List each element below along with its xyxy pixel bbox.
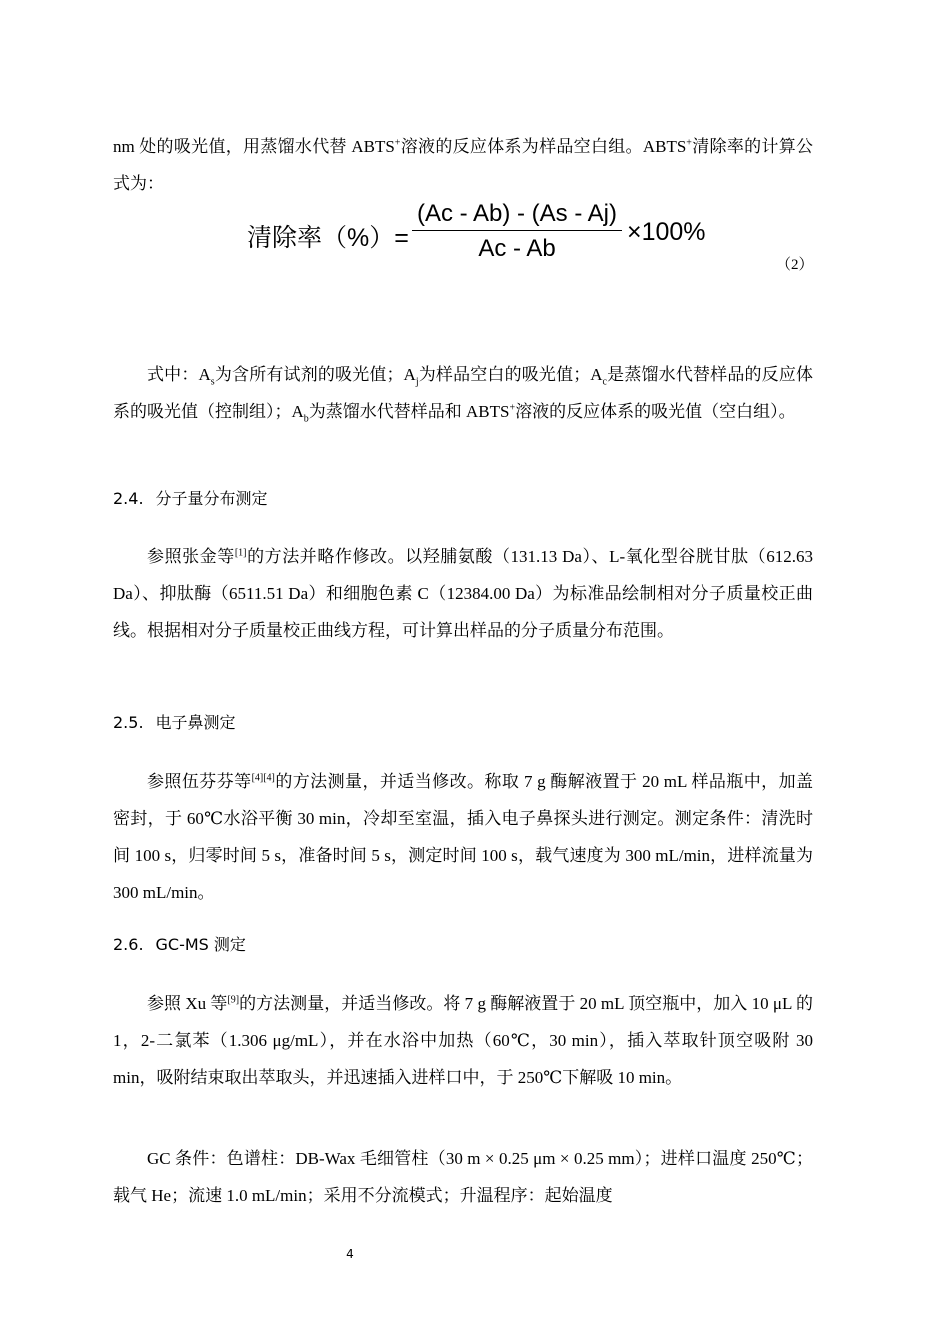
formula-lhs: 清除率（%）= — [247, 224, 409, 252]
section-heading-2-6: 2.6. GC-MS 测定 — [113, 935, 246, 954]
section-2-5-paragraph: 参照伍芬芬等[4][4]的方法测量，并适当修改。称取 7 g 酶解液置于 20 mL 样品瓶中，加盖密封，于 60℃水浴平衡 30 min，冷却至室温，插入电子鼻探头进行测定。测定条件：清洗时间 100 s，归零时间 5 s，准备时间 5 s，测定时间 100 s，载气速度为 300 mL/min，进样流量为 300 mL/min。 — [113, 772, 813, 902]
intro-paragraph: nm 处的吸光值，用蒸馏水代替 ABTS+溶液的反应体系为样品空白组。ABTS+清除率的计算公式为： — [113, 137, 813, 193]
section-heading-2-5: 2.5. 电子鼻测定 — [113, 713, 236, 732]
gc-conditions-paragraph: GC 条件：色谱柱：DB-Wax 毛细管柱（30 m × 0.25 μm × 0.25 mm）；进样口温度 250℃；载气 He；流速 1.0 mL/min；采用不分流模式；升温程序：起始温度 — [113, 1149, 813, 1205]
section-heading-2-4: 2.4. 分子量分布测定 — [113, 489, 268, 508]
fraction-bar — [412, 230, 622, 231]
formula-denominator: Ac - Ab — [478, 235, 556, 262]
section-2-4-paragraph: 参照张金等[1]的方法并略作修改。以羟脯氨酸（131.13 Da）、L-氧化型谷胱甘肽（612.63 Da）、抑肽酶（6511.51 Da）和细胞色素 C（12384.00 Da）为标准品绘制相对分子质量校正曲线。根据相对分子质量校正曲线方程，可计算出样品的分子质量分布范围。 — [113, 547, 813, 640]
page-number-label: 4 — [346, 1247, 354, 1261]
equation-number: （2） — [776, 257, 814, 273]
formula-fraction — [412, 200, 622, 263]
formula-rhs: ×100% — [627, 218, 706, 246]
formula-numerator: (Ac - Ab) - (As - Aj) — [416, 200, 617, 227]
section-2-6-paragraph: 参照 Xu 等[9]的方法测量，并适当修改。将 7 g 酶解液置于 20 mL 顶空瓶中，加入 10 μL 的 1，2-二氯苯（1.306 μg/mL），并在水浴中加热（60℃，30 min），插入萃取针顶空吸附 30 min，吸附结束取出萃取头，并迅速插入进样口中，于 250℃下解吸 10 min。 — [113, 994, 814, 1087]
where-paragraph: 式中：$A_s$为含所有试剂的吸光值；$A_j$为样品空白的吸光值；$A_c$是蒸馏水代替样品的反应体系的吸光值（控制组）；$A_b$为蒸馏水代替样品和 ABTS+溶液的反应体系的吸光值（空白组）。 — [113, 365, 814, 425]
